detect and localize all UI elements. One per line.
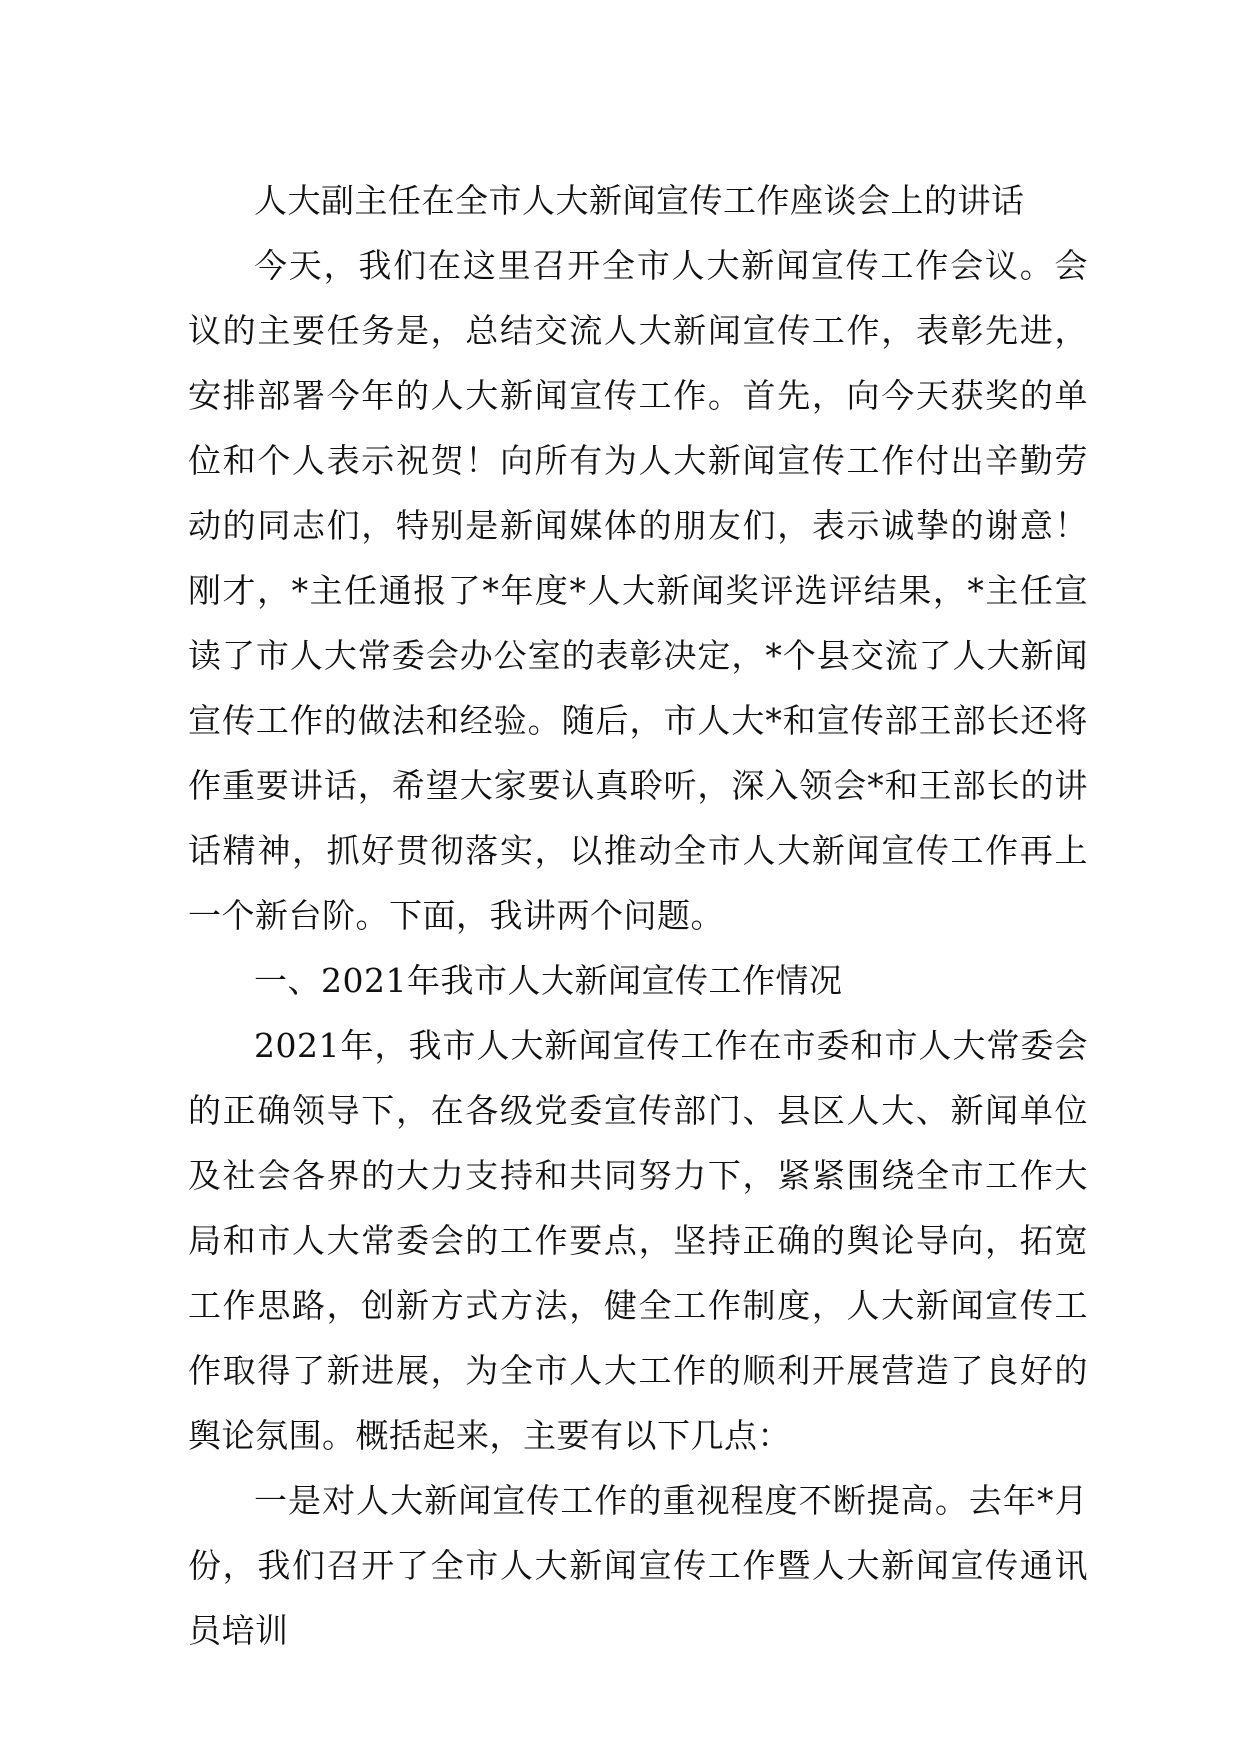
document-body	[188, 168, 1088, 1663]
document-title: 人大副主任在全市人大新闻宣传工作座谈会上的讲话	[254, 181, 1025, 220]
paragraph-opening: 今天，我们在这里召开全市人大新闻宣传工作会议。会议的主要任务是，总结交流人大新闻宣传工作，表彰先进，安排部署今年的人大新闻宣传工作。首先，向今天获奖的单位和个人表示祝贺！向所有为人大新闻宣传工作付出辛勤劳动的同志们，特别是新闻媒体的朋友们，表示诚挚的谢意！刚才，*主任通报了*年度*人大新闻奖评选评结果，*主任宣读了市人大常委会办公室的表彰决定，*个县交流了人大新闻宣传工作的做法和经验。随后，市人大*和宣传部王部长还将作重要讲话，希望大家要认真聆听，深入领会*和王部长的讲话精神，抓好贯彻落实，以推动全市人大新闻宣传工作再上一个新台阶。下面，我讲两个问题。	[188, 246, 1088, 935]
section-heading-1: 一、2021年我市人大新闻宣传工作情况	[254, 961, 843, 1000]
paragraph-2021-summary: 2021年，我市人大新闻宣传工作在市委和市人大常委会的正确领导下，在各级党委宣传部门、县区人大、新闻单位及社会各界的大力支持和共同努力下，紧紧围绕全市工作大局和市人大常委会的工作要点，坚持正确的舆论导向，拓宽工作思路，创新方式方法，健全工作制度，人大新闻宣传工作取得了新进展，为全市人大工作的顺利开展营造了良好的舆论氛围。概括起来，主要有以下几点：	[188, 1026, 1088, 1455]
paragraph-point-one: 一是对人大新闻宣传工作的重视程度不断提高。去年*月份，我们召开了全市人大新闻宣传工作暨人大新闻宣传通讯员培训	[188, 1481, 1088, 1650]
